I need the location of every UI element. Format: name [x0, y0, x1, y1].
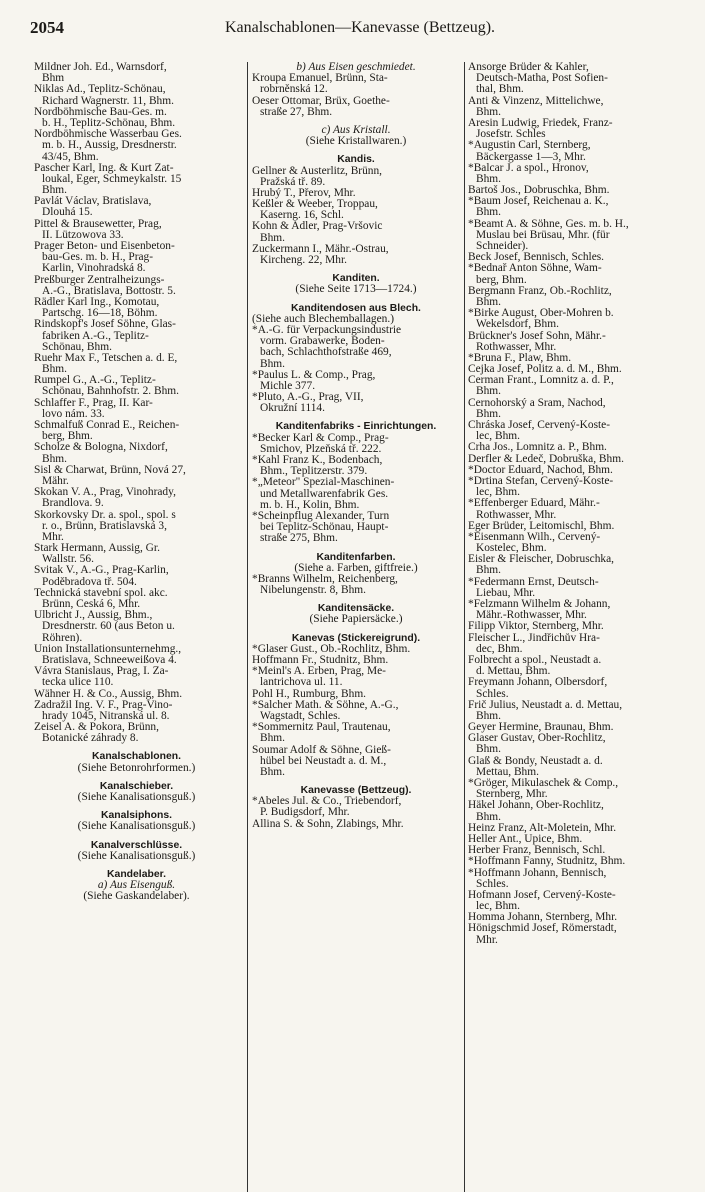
listing-line: Botanické záhrady 8. — [42, 733, 139, 745]
listing-line: *Eisenmann Wilh., Červený- — [468, 531, 601, 543]
listing-line: lec, Bhm. — [476, 487, 520, 499]
listing-line: Rindskopf's Josef Söhne, Glas- — [34, 319, 176, 331]
listing-line: *Meinl's A. Erben, Prag, Me- — [252, 666, 386, 678]
spacer — [252, 266, 460, 273]
listing-line: m. b. H., Aussig, Dresdnerstr. — [42, 140, 177, 152]
listing-line: Nordböhmische Wasserbau Ges. — [34, 129, 182, 141]
listing-line: Bhm. — [42, 364, 68, 376]
listing-line: Glaser Gustav, Ober-Rochlitz, — [468, 733, 606, 745]
listing-line: Schönau, Bahnhofstr. 2. Bhm. — [42, 386, 179, 398]
listing-line: Vávra Stanislaus, Prag, I. Za- — [34, 666, 169, 678]
listing-line: Heinz Franz, Alt-Moletein, Mhr. — [468, 822, 617, 834]
listing-line: Bhm. — [476, 408, 502, 420]
listing-line: Pittel & Brausewetter, Prag, — [34, 218, 162, 230]
listing-line: Rumpel G., A.-G., Teplitz- — [34, 375, 156, 387]
listing-line: Heller Ant., Upice, Bhm. — [468, 833, 583, 845]
spacer — [252, 118, 460, 125]
listing-line: *Salcher Math. & Söhne, A.-G., — [252, 699, 399, 711]
listing-line: Bhm — [42, 73, 65, 85]
listing-line: Pražská tř. 89. — [260, 176, 326, 188]
listing-line: Smichov, Plzeňská tř. 222. — [260, 443, 382, 455]
listing-line: robrněnská 12. — [260, 84, 328, 96]
listing-line: Homma Johann, Sternberg, Mhr. — [468, 912, 618, 924]
listing-line: Bhm. — [476, 710, 502, 722]
listing-line: 43/45, Bhm. — [42, 151, 99, 163]
listing-line: dec, Bhm. — [476, 643, 523, 655]
listing-line: (Siehe Kanalisationsguß.) — [77, 792, 196, 803]
spacer — [34, 774, 239, 781]
listing-line: Schlaffer F., Prag, II. Kar- — [34, 397, 153, 409]
spacer — [34, 744, 239, 751]
listing-line: Michle 377. — [260, 380, 316, 392]
directory-column-3 — [468, 62, 688, 946]
listing-line: Hofmann Josef, Červený-Koste- — [468, 889, 616, 901]
spacer — [34, 862, 239, 869]
listing-line: Okružní 1114. — [260, 403, 325, 415]
listing-line: Herber Franz, Bennisch, Schl. — [468, 845, 606, 857]
listing-line: *Beamt A. & Söhne, Ges. m. b. H., — [468, 218, 629, 230]
listing-line: Zuckermann I., Mähr.-Ostrau, — [252, 243, 389, 255]
listing-line: berg, Bhm. — [476, 274, 527, 286]
listing-line: *Hoffmann Johann, Bennisch, — [468, 867, 607, 879]
listing-line: Ruehr Max F., Tetschen a. d. E, — [34, 352, 178, 364]
listing-line: lovo nám. 33. — [42, 408, 105, 420]
section-heading: Kanditendosen aus Blech. — [291, 302, 421, 314]
page-header — [30, 16, 690, 46]
listing-line: tecka ulice 110. — [42, 677, 114, 689]
listing-line: Bhm. — [42, 185, 68, 197]
listing-line: *„Meteor" Spezial-Maschinen- — [252, 477, 395, 489]
listing-line: *Kahl Franz K., Bodenbach, — [252, 455, 383, 466]
listing-line: b. H., Teplitz-Schönau, Bhm. — [42, 117, 176, 129]
listing-line: Mähr.-Rothwasser, Mhr. — [476, 610, 587, 622]
listing-line: *Glaser Gust., Ob.-Rochlitz, Bhm. — [252, 643, 411, 655]
listing-line: r. o., Brünn, Bratislavská 3, — [42, 520, 167, 532]
listing-line: Nibelungenstr. 8, Bhm. — [260, 585, 366, 597]
section-heading: Kanditensäcke. — [317, 603, 395, 615]
listing-line: Mhr. — [476, 934, 498, 946]
listing-line: Mhr. — [42, 531, 64, 543]
spacer — [252, 414, 460, 421]
listing-line: Karlin, Vinohradská 8. — [42, 263, 146, 275]
spacer — [34, 803, 239, 810]
listing-line: Union Installationsunternehmg., — [34, 643, 182, 655]
listing-line: Hönigschmid Josef, Römerstadt, — [468, 923, 617, 935]
listing-line: (Siehe Gaskandelaber). — [83, 891, 190, 903]
listing-line: Schles. — [476, 688, 509, 700]
listing-line: Aresin Ludwig, Friedek, Franz- — [468, 117, 613, 129]
listing-line: Poděbradova tř. 504. — [42, 576, 137, 588]
listing-line: Sisl & Charwat, Brünn, Nová 27, — [34, 464, 186, 476]
listing-line: thal, Bhm. — [476, 84, 524, 96]
listing-line: *Bednař Anton Söhne, Wam- — [468, 263, 602, 275]
listing-line: Bhm. — [260, 766, 286, 778]
listing-line: Mildner Joh. Ed., Warnsdorf, — [34, 62, 167, 73]
section-heading: Kanalschieber. — [99, 780, 174, 792]
listing-line: (Siehe Kanalisationsguß.) — [77, 850, 196, 862]
directory-column-2 — [252, 62, 460, 830]
listing-line: Cejka Josef, Politz a. d. M., Bhm. — [468, 364, 622, 376]
listing-line: Bäckergasse 1—3, Mhr. — [476, 151, 586, 163]
spacer — [34, 833, 239, 840]
listing-line: Schneider). — [476, 241, 529, 252]
listing-line: *Abeles Jul. & Co., Triebendorf, — [252, 796, 402, 808]
listing-line: Rothwasser, Mhr. — [476, 341, 557, 353]
listing-line: Prager Beton- und Eisenbeton- — [34, 241, 175, 252]
listing-line: Bhm. — [476, 386, 502, 398]
section-heading: Kanalschablonen. — [92, 751, 181, 763]
listing-line: b) Aus Eisen geschmiedet. — [296, 62, 416, 73]
listing-line: Wallstr. 56. — [42, 554, 94, 566]
listing-line: Skokan V. A., Prag, Vinohrady, — [34, 487, 176, 499]
listing-line: Partschg. 16—18, Böhm. — [42, 308, 158, 320]
listing-line: Soumar Adolf & Söhne, Gieß- — [252, 744, 391, 756]
listing-line: Kostelec, Bhm. — [476, 543, 547, 555]
listing-line: II. Lützowova 33. — [42, 229, 124, 241]
listing-line: Schmalfuß Conrad E., Reichen- — [34, 420, 180, 431]
listing-line: Stark Hermann, Aussig, Gr. — [34, 543, 160, 555]
listing-line: Pascher Karl, Ing. & Kurt Zat- — [34, 162, 174, 174]
section-heading: Kanevasse (Bettzeug). — [300, 785, 412, 797]
listing-line: hrady 1045, Nitranská ul. 8. — [42, 710, 170, 722]
listing-line: Gellner & Austerlitz, Brünn, — [252, 165, 383, 177]
listing-line: Kircheng. 22, Mhr. — [260, 255, 347, 266]
listing-line: Bhm. — [476, 207, 502, 219]
column-divider — [464, 62, 465, 1192]
spacer — [252, 626, 460, 633]
listing-line: Bhm. — [476, 744, 502, 756]
listing-line: Deutsch-Matha, Post Sofien- — [476, 73, 608, 85]
listing-line: Brünn, Česká 6, Mhr. — [42, 599, 141, 610]
listing-line: Folbrecht a spol., Neustadt a. — [468, 654, 602, 666]
listing-line: Skorkovsky Dr. a. spol., spol. s — [34, 509, 176, 521]
listing-line: Bratislava, Schneeweißova 4. — [42, 654, 177, 666]
listing-line: Eger Brüder, Leitomischl, Bhm. — [468, 520, 615, 532]
listing-line: Glaß & Bondy, Neustadt a. d. — [468, 755, 603, 767]
spacer — [252, 147, 460, 154]
listing-line: Liebau, Mhr. — [476, 587, 536, 599]
listing-line: berg, Bhm. — [42, 431, 93, 443]
section-heading: Kandelaber. — [107, 868, 166, 880]
listing-line: (Siehe Seite 1713—1724.) — [295, 284, 417, 296]
listing-line: Frič Julius, Neustadt a. d. Mettau, — [468, 699, 623, 711]
listing-line: Beck Josef, Bennisch, Schles. — [468, 252, 605, 264]
listing-line: A.-G., Bratislava, Bottostr. 5. — [42, 285, 176, 297]
listing-line: Kohn & Adler, Prag-Vršovic — [252, 221, 383, 233]
listing-line: *Doctor Eduard, Nachod, Bhm. — [468, 464, 613, 476]
spacer — [252, 545, 460, 552]
listing-line: fabriken A.-G., Teplitz- — [42, 330, 149, 342]
listing-line: Niklas Ad., Teplitz-Schönau, — [34, 84, 166, 96]
listing-line: Bhm. — [260, 358, 286, 370]
listing-line: Wekelsdorf, Bhm. — [476, 319, 559, 331]
listing-line: c) Aus Kristall. — [321, 124, 391, 136]
listing-line: Wähner H. & Co., Aussig, Bhm. — [34, 688, 183, 700]
listing-line: Kaserng. 16, Schl. — [260, 210, 344, 222]
listing-line: und Metallwarenfabrik Ges. — [260, 488, 389, 500]
listing-line: *Becker Karl & Comp., Prag- — [252, 432, 389, 444]
listing-line: (Siehe Betonrohrformen.) — [77, 762, 196, 774]
listing-line: bau-Ges. m. b. H., Prag- — [42, 252, 154, 264]
listing-line: Scholze & Bologna, Nixdorf, — [34, 442, 168, 454]
section-heading: Kanditen. — [332, 273, 380, 285]
listing-line: Ansorge Brüder & Kahler, — [468, 62, 589, 73]
listing-line: *Hoffmann Fanny, Studnitz, Bhm. — [468, 856, 626, 868]
listing-line: (Siehe Kanalisationsguß.) — [77, 821, 196, 833]
section-heading: Kanditenfabriks - Einrichtungen. — [275, 421, 437, 433]
listing-line: Čerman Frant., Lomnitz a. d. P., — [468, 375, 614, 387]
listing-line: *Federmann Ernst, Deutsch- — [468, 576, 599, 588]
listing-line: *Felzmann Wilhelm & Johann, — [468, 599, 611, 610]
page-title: Kanalschablonen—Kanevasse (Bettzeug). — [224, 19, 496, 36]
listing-line: Brückner's Josef Sohn, Mähr.- — [468, 330, 606, 342]
spacer — [252, 596, 460, 603]
listing-line: straße 27, Bhm. — [260, 106, 333, 118]
listing-line: Fleischer L., Jindřichův Hra- — [468, 632, 600, 644]
listing-line: Technická stavební spol. akc. — [34, 587, 168, 599]
listing-line: Svitak V., A.-G., Prag-Karlin, — [34, 565, 169, 577]
listing-line: (Siehe a. Farben, giftfreie.) — [294, 562, 418, 574]
directory-column-1 — [34, 62, 239, 903]
spacer — [252, 778, 460, 785]
listing-line: (Siehe Kristallwaren.) — [305, 136, 407, 148]
listing-line: Wagstadt, Schles. — [260, 710, 341, 722]
listing-line: Černohorský a Šram, Nachod, — [468, 397, 606, 409]
listing-line: Dlouhá 15. — [42, 207, 93, 219]
listing-line: (Siehe auch Blechemballagen.) — [252, 313, 395, 325]
listing-line: *Gröger, Mikulaschek & Comp., — [468, 778, 619, 789]
listing-line: Muslau bei Brüsau, Mhr. (für — [476, 229, 610, 241]
listing-line: Kroupa Emanuel, Brünn, Sta- — [252, 73, 388, 85]
listing-line: Geyer Hermine, Braunau, Bhm. — [468, 722, 614, 734]
listing-line: *Baum Josef, Reichenau a. K., — [468, 196, 609, 208]
listing-line: Brandlova. 9. — [42, 498, 104, 510]
listing-line: Chráska Josef, Červený-Koste- — [468, 420, 611, 431]
listing-line: Bhm. — [476, 296, 502, 308]
listing-line: Zeisel A. & Pokora, Brünn, — [34, 722, 159, 734]
listing-line: Bhm. — [476, 565, 502, 577]
listing-line: Crha Jos., Lomnitz a. P., Bhm. — [468, 442, 607, 454]
listing-line: *Branns Wilhelm, Reichenberg, — [252, 573, 398, 585]
listing-line: Nordböhmische Bau-Ges. m. — [34, 106, 167, 118]
listing-line: Dresdnerstr. 60 (aus Beton u. — [42, 621, 175, 633]
listing-line: Josefstr. Schles — [476, 129, 546, 141]
listing-line: lantrichova ul. 11. — [260, 677, 343, 689]
listing-line: *Drtina Stefan, Červený-Koste- — [468, 475, 614, 487]
listing-line: Röhren). — [42, 632, 83, 644]
spacer — [252, 296, 460, 303]
listing-line: lec, Bhm. — [476, 901, 520, 913]
section-heading: Kanditenfarben. — [316, 551, 396, 563]
listing-line: (Siehe Papiersäcke.) — [309, 614, 403, 626]
listing-line: Mettau, Bhm. — [476, 766, 539, 778]
listing-line: *Scheinpflug Alexander, Turn — [252, 510, 390, 522]
listing-line: Bhm. — [260, 733, 286, 745]
listing-line: Bhm. — [476, 173, 502, 185]
listing-line: P. Budigsdorf, Mhr. — [260, 807, 350, 819]
column-divider — [247, 62, 248, 1192]
listing-line: *Effenberger Eduard, Mähr.- — [468, 498, 600, 510]
listing-line: straße 275, Bhm. — [260, 533, 338, 545]
listing-line: Keßler & Weeber, Troppau, — [252, 199, 378, 211]
listing-line: Schles. — [476, 878, 509, 890]
listing-line: a) Aus Eisenguß. — [97, 880, 176, 892]
listing-line: Allina S. & Sohn, Zlabings, Mhr. — [252, 818, 404, 830]
listing-line: Bergmann Franz, Ob.-Rochlitz, — [468, 285, 612, 297]
listing-line: Bartoš Jos., Dobruschka, Bhm. — [468, 185, 610, 197]
page-number: 2054 — [30, 18, 64, 37]
listing-line: bach, Schlachthofstraße 469, — [260, 347, 392, 359]
listing-line: Derfler & Ledeč, Dobruška, Bhm. — [468, 453, 624, 465]
listing-line: Preßburger Zentralheizungs- — [34, 274, 165, 286]
listing-line: Pavlát Václav, Bratislava, — [34, 196, 152, 208]
listing-line: Oeser Ottomar, Brüx, Goethe- — [252, 95, 390, 107]
listing-line: loukal, Eger, Schmeykalstr. 15 — [42, 173, 182, 185]
listing-line: Rädler Karl Ing., Komotau, — [34, 296, 160, 308]
section-heading: Kanevas (Stickereigrund). — [291, 632, 421, 644]
listing-line: *Bruna F., Plaw, Bhm. — [468, 352, 572, 364]
listing-line: lec, Bhm. — [476, 431, 520, 443]
listing-line: Rothwasser, Mhr. — [476, 509, 557, 521]
listing-line: Eisler & Fleischer, Dobruschka, — [468, 554, 615, 566]
listing-line: Filipp Viktor, Sternberg, Mhr. — [468, 621, 604, 633]
listing-line: Pohl H., Rumburg, Bhm. — [252, 688, 367, 700]
listing-line: Ulbricht J., Aussig, Bhm., — [34, 610, 153, 622]
listing-line: Bhm. — [476, 106, 502, 118]
listing-line: bei Teplitz-Schönau, Haupt- — [260, 522, 389, 534]
listing-line: *Sommernitz Paul, Trautenau, — [252, 722, 391, 734]
listing-line: *Augustin Carl, Sternberg, — [468, 140, 591, 152]
listing-line: Bhm. — [260, 232, 286, 244]
section-heading: Kandis. — [337, 154, 375, 166]
listing-line: Sternberg, Mhr. — [476, 789, 548, 801]
listing-line: Bhm., Teplitzerstr. 379. — [260, 466, 368, 478]
listing-line: Schönau, Bhm. — [42, 341, 112, 353]
listing-line: Richard Wagnerstr. 11, Bhm. — [42, 95, 174, 107]
listing-line: *A.-G. für Verpackungsindustrie — [252, 324, 402, 336]
listing-line: vorm. Grabawerke, Boden- — [260, 336, 385, 348]
listing-line: m. b. H., Kolin, Bhm. — [260, 499, 360, 511]
listing-line: Zadražil Ing. V. F., Prag-Vino- — [34, 699, 173, 711]
listing-line: *Balcar J. a spol., Hronov, — [468, 162, 589, 174]
listing-line: Mähr. — [42, 475, 69, 487]
listing-line: *Paulus L. & Comp., Prag, — [252, 369, 376, 381]
listing-line: *Pluto, A.-G., Prag, VII, — [252, 392, 364, 404]
listing-line: Hoffmann Fr., Studnitz, Bhm. — [252, 655, 389, 666]
listing-line: Bhm. — [476, 811, 502, 823]
section-heading: Kanalverschlüsse. — [90, 839, 183, 851]
listing-line: Anti & Vinzenz, Mittelichwe, — [468, 95, 604, 107]
listing-line: Freymann Johann, Olbersdorf, — [468, 677, 608, 689]
listing-line: d. Mettau, Bhm. — [476, 666, 551, 678]
listing-line: hübel bei Neustadt a. d. M., — [260, 755, 387, 767]
listing-line: *Birke August, Ober-Mohren b. — [468, 308, 614, 320]
section-heading: Kanalsiphons. — [100, 810, 172, 822]
listing-line: Hrubý T., Přerov, Mhr. — [252, 187, 356, 199]
listing-line: Häkel Johann, Ober-Rochlitz, — [468, 800, 604, 812]
listing-line: Bhm. — [42, 453, 68, 465]
